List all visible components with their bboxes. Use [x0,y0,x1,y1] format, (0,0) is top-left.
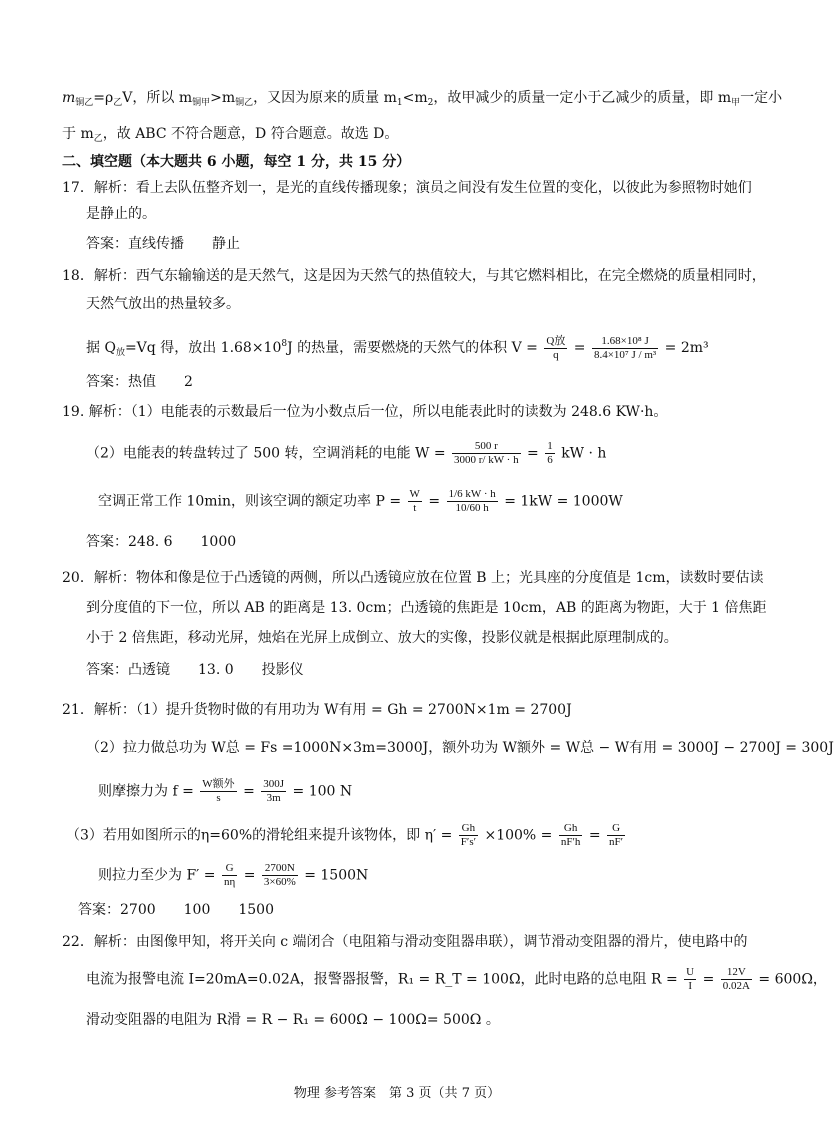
text: ，故甲减少的质量一定小于乙减少的质量，即 m [433,90,732,106]
fraction [592,335,658,362]
q20-line-2: 到分度值的下一位，所以 AB 的距离是 13. 0cm；凸透镜的焦距是 10cm，AB 的距离为物距，大于 1 倍焦距 [86,600,767,616]
text: （3）若用如图所示的η=60%的滑轮组来提升该物体，即 η′ = [66,827,453,844]
fraction [408,488,422,515]
denominator: 8.4×10⁷ J / m³ [593,348,657,361]
text: （2）电能表的转盘转过了 500 转，空调消耗的电能 W = [86,445,446,462]
numerator: 500 r [452,440,521,454]
q20-line-3: 小于 2 倍焦距，移动光屏，烛焰在光屏上成倒立、放大的实像，投影仪就是根据此原理制成的。 [86,630,678,646]
text: 甲 [731,98,741,108]
q22-line-1: 22．解析：由图像甲知，将开关向 c 端闭合（电阻箱与滑动变阻器串联），调节滑动变阻器的滑片，使电路中的 [62,934,748,950]
q22-line-3: 滑动变阻器的电阻为 R滑 = R − R₁ = 600Ω − 100Ω= 500Ω 。 [86,1012,500,1028]
text: 铜乙 [235,98,254,108]
text: kW · h [561,445,607,462]
denominator: 3m [266,792,281,804]
q20-answer: 答案：凸透镜 13. 0 投影仪 [86,662,304,678]
text: 电流为报警电流 I=20mA=0.02A，报警器报警，R₁ = R_T = 100Ω，此时电路的总电阻 R = [86,971,678,988]
text: 一定小 [740,90,783,106]
fraction [262,862,298,889]
numerator: W额外 [202,778,235,790]
denominator: 10/60 h [455,502,489,514]
denominator: 0.02A [722,980,750,992]
text: 乙 [113,98,123,108]
page-footer: 物理 参考答案 第 3 页（共 7 页） [293,1086,501,1101]
q19-line-1: 19. 解析：（1）电能表的示数最后一位为小数点后一位，所以电能表此时的读数为 248.6 KW·h。 [62,404,668,420]
q20-line-1: 20．解析：物体和像是位于凸透镜的两侧，所以凸透镜应放在位置 B 上；光具座的分度值是 1cm，读数时要估读 [62,570,764,586]
fraction [200,778,236,805]
q21-line-2: （2）拉力做总功为 W总 = Fs =1000N×3m=3000J，额外功为 W额外 = W总 − W有用 = 3000J − 2700J = 300J [86,740,834,756]
q17-line-1: 17．解析：看上去队伍整齐划一，是光的直线传播现象；演员之间没有发生位置的变化，以彼此为参照物时她们 [62,180,752,196]
text: 铜乙 [75,98,94,108]
intro-line-1 [62,88,782,113]
text: <m [402,90,428,106]
text: 据 Q [86,340,116,356]
fraction [684,966,696,993]
text: = 100 N [292,783,353,800]
q18-line-1: 18．解析：西气东输输送的是天然气，这是因为天然气的热值较大，与其它燃料相比，在完全燃烧的质量相同时， [62,268,766,284]
q21-line-4: （3）若用如图所示的η=60%的滑轮组来提升该物体，即 η′ = $\frac{Gh}{F's'}$ ×100% = $\frac{Gh}{nF'h}$ = $\frac{G}{nF'}$ [66,822,624,848]
numerator: 2700N [262,862,298,876]
fraction [459,822,478,849]
text: 空调正常工作 10min，则该空调的额定功率 P = [98,493,402,510]
denominator: q [553,348,559,361]
numerator: U [686,966,695,978]
numerator: 1.68×10⁸ J [592,335,658,349]
text: 则摩擦力为 f = [98,783,194,800]
intro-line-2 [62,124,398,149]
denominator: nF′h [560,836,581,848]
fraction [222,862,237,889]
text: 放 [115,348,125,358]
text: V，所以 m [122,90,193,106]
text: m [62,90,76,106]
text: 乙 [93,134,103,144]
text: = 600Ω， [758,971,827,988]
denominator: I [688,980,692,992]
numerator: Gh [559,822,583,836]
text: 于 m [62,126,94,142]
text: 则拉力至少为 F′ = [98,867,216,884]
text: ，又因为原来的质量 m [253,90,397,106]
text: =Vq 得，放出 1.68×10 [124,340,282,356]
q19-answer: 答案：248. 6 1000 [86,534,237,550]
numerator: Gh [459,822,478,836]
q17-line-2: 是静止的。 [86,206,156,222]
numerator: G [222,862,237,876]
q21-line-1: 21．解析：（1）提升货物时做的有用功为 W有用 = Gh = 2700N×1m = 2700J [62,702,572,718]
fraction [544,335,567,362]
text: = [243,783,255,800]
denominator: nF′ [609,836,624,848]
q18-line-2: 天然气放出的热量较多。 [86,296,240,312]
fraction [721,966,752,993]
denominator: t [413,502,417,514]
q19-line-2 [86,440,606,467]
text: =ρ [93,90,114,106]
section-title: 二、填空题（本大题共 6 小题，每空 1 分，共 15 分） [62,154,411,170]
text: = [573,340,586,356]
text: 2 [427,98,434,108]
numerator: G [607,822,625,836]
numerator: 12V [721,966,752,980]
fraction [447,488,498,515]
text: J 的热量，需要燃烧的天然气的体积 V = [287,340,538,356]
denominator: 3×60% [263,876,296,888]
denominator: nη [223,876,236,888]
text: 铜甲 [192,98,211,108]
numerator: W [409,488,420,500]
text: = 1kW = 1000W [504,493,623,510]
numerator: 1/6 kW · h [448,488,496,500]
q18-answer: 答案：热值 2 [86,374,193,390]
denominator: 3000 r/ kW · h [454,454,519,466]
fraction [545,440,555,467]
q17-answer: 答案：直线传播 静止 [86,236,240,252]
text: = 1500N [304,867,369,884]
text: = [702,971,715,988]
text: = 2m³ [664,340,709,356]
q18-formula-line [86,334,709,363]
text: 8 [281,339,288,349]
numerator: 1 [547,440,553,452]
q22-line-2 [86,966,827,993]
q21-line-5: 则拉力至少为 F′ = $\frac{G}{n\eta}$ = $\frac{2700N}{3\times 60\%}$ = 1500N [98,862,369,888]
q21-answer: 答案：2700 100 1500 [78,902,274,918]
text: >m [210,90,236,106]
text: = [527,445,539,462]
fraction [607,822,625,849]
fraction [261,778,286,805]
denominator: 6 [547,454,553,466]
q19-line-3: 空调正常工作 10min，则该空调的额定功率 P = $\frac{W}{t}$ = $\frac{1/6 kW \cdot h}{10/60 h}$ = 1kW = 1000W [98,488,623,514]
numerator: 300J [263,778,285,790]
text: 1 [396,98,403,108]
text: ×100% = [484,827,553,844]
denominator: F′s′ [460,836,477,848]
denominator: s [216,792,221,804]
fraction [452,440,521,467]
numerator: Q放 [546,334,566,347]
fraction [559,822,583,849]
text: ，故 ABC 不符合题意，D 符合题意。故选 D。 [102,126,399,142]
q21-line-3 [98,778,352,805]
